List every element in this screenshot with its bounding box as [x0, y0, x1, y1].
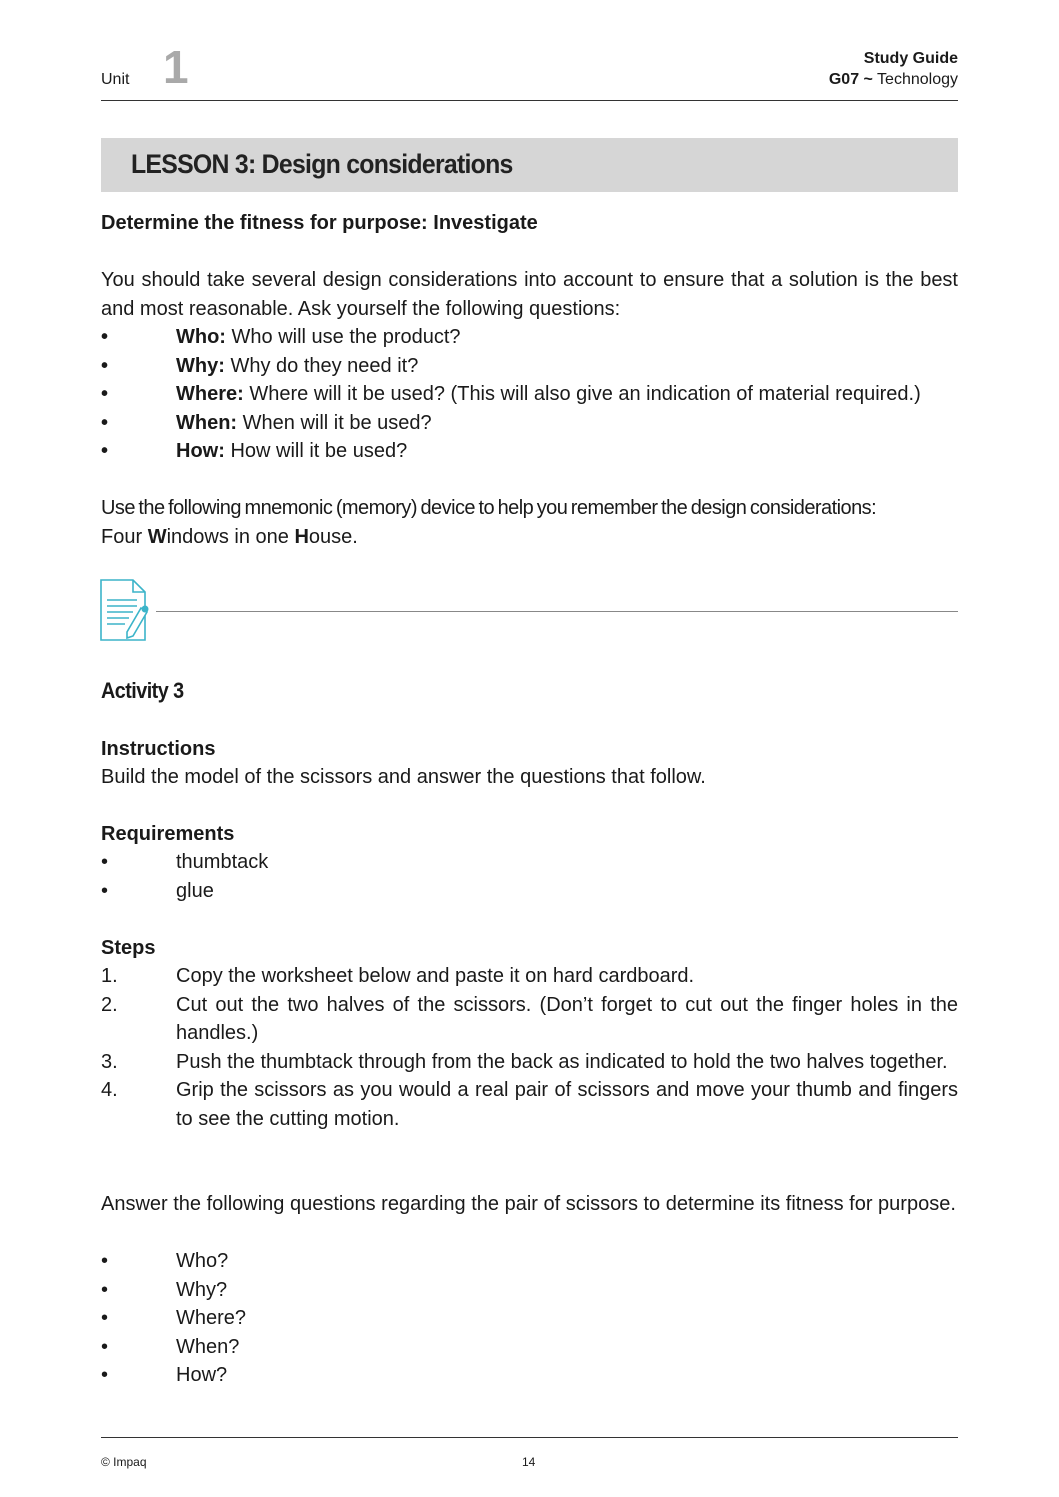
list-item — [101, 1276, 958, 1305]
step-number: 4. — [101, 1079, 118, 1101]
bullet: • — [101, 383, 109, 405]
bullet: • — [101, 440, 109, 462]
activity-title: Activity 3 — [101, 678, 184, 703]
mnemonic-letter: H — [294, 526, 309, 548]
step-number: 2. — [101, 993, 118, 1016]
answer-intro: Answer the following questions regarding the pair of scissors to determine its fitness for purpose. — [101, 1193, 956, 1215]
answer-question: Where? — [176, 1307, 247, 1329]
list-item — [101, 1048, 958, 1077]
answer-question: When? — [176, 1335, 240, 1358]
mnemonic-intro: Use the following mnemonic (memory) device to help you remember the design considerations: — [101, 497, 877, 519]
list-item — [101, 323, 958, 352]
step-text: Grip the scissors as you would a real pair of scissors and move your thumb and fingers to see the cutting motion. — [176, 1079, 958, 1130]
mnemonic-text: Four — [101, 526, 148, 548]
list-item — [101, 1333, 958, 1362]
requirements-list — [101, 848, 958, 905]
bullet: • — [101, 879, 109, 902]
bullet: • — [101, 326, 109, 348]
question-term: How: — [176, 440, 225, 462]
lesson-intro: You should take several design considerations into account to ensure that a solution is the best and most reasonable. Ask yourself the following questions: — [101, 269, 958, 320]
bullet: • — [101, 1307, 109, 1329]
list-item — [101, 1247, 958, 1276]
mnemonic-letter: W — [147, 526, 167, 548]
bullet: • — [101, 1278, 109, 1301]
step-text: Cut out the two halves of the scissors. (Don’t forget to cut out the finger holes in the handles.) — [176, 993, 958, 1044]
unit-label: Unit — [101, 71, 130, 88]
footer-divider — [101, 1437, 958, 1438]
activity-divider — [156, 611, 958, 612]
list-item — [101, 877, 958, 906]
question-text: Where will it be used? (This will also give an indication of material required.) — [249, 383, 921, 405]
study-guide-title: Study Guide — [863, 50, 958, 67]
step-number: 3. — [101, 1050, 118, 1073]
mnemonic — [101, 523, 958, 552]
answer-question: Why? — [176, 1278, 228, 1301]
list-item — [101, 352, 958, 381]
subject-code: G07 ~ — [828, 71, 873, 88]
lesson-banner — [101, 138, 958, 192]
question-term: Who: — [176, 326, 226, 348]
question-term: Where: — [176, 383, 244, 405]
step-text: Copy the worksheet below and paste it on hard cardboard. — [176, 965, 695, 987]
question-term: When: — [176, 411, 238, 434]
requirements-heading: Requirements — [101, 823, 235, 845]
subject-name: Technology — [877, 71, 958, 88]
list-item — [101, 409, 958, 438]
answer-questions-list — [101, 1247, 958, 1390]
notepad-pencil-icon — [99, 578, 151, 642]
unit-number: 1 — [163, 41, 189, 93]
step-number: 1. — [101, 965, 118, 987]
bullet: • — [101, 1364, 109, 1386]
design-questions-list — [101, 323, 958, 466]
instructions-text: Build the model of the scissors and answer the questions that follow. — [101, 766, 706, 788]
list-item — [101, 848, 958, 877]
mnemonic-text: indows in one — [166, 526, 295, 548]
instructions-heading: Instructions — [101, 738, 216, 760]
step-text: Push the thumbtack through from the back as indicated to hold the two halves together. — [176, 1050, 948, 1073]
header-divider — [101, 100, 958, 101]
list-item — [101, 991, 958, 1048]
question-text: How will it be used? — [230, 440, 408, 462]
question-text: Why do they need it? — [230, 354, 419, 377]
list-item — [101, 1361, 958, 1390]
mnemonic-text: ouse. — [308, 526, 358, 548]
bullet: • — [101, 1335, 109, 1358]
question-text: Who will use the product? — [231, 326, 461, 348]
lesson-title: LESSON 3: Design considerations — [131, 149, 513, 179]
footer-copyright: © Impaq — [101, 1455, 147, 1469]
lesson-subheading: Determine the fitness for purpose: Investigate — [101, 212, 538, 234]
bullet: • — [101, 1250, 109, 1272]
page-number: 14 — [522, 1455, 536, 1469]
answer-question: Who? — [176, 1250, 229, 1272]
steps-heading: Steps — [101, 937, 156, 959]
answer-question: How? — [176, 1364, 228, 1386]
list-item — [101, 1076, 958, 1133]
bullet: • — [101, 411, 109, 434]
bullet: • — [101, 354, 109, 377]
list-item — [101, 380, 958, 409]
subject-label — [829, 71, 958, 89]
question-text: When will it be used? — [242, 411, 432, 434]
question-term: Why: — [176, 354, 225, 377]
list-item — [101, 1304, 958, 1333]
bullet: • — [101, 851, 109, 873]
requirement-text: glue — [176, 879, 214, 902]
list-item — [101, 962, 958, 991]
requirement-text: thumbtack — [176, 851, 269, 873]
steps-list — [101, 962, 958, 1133]
list-item — [101, 437, 958, 466]
